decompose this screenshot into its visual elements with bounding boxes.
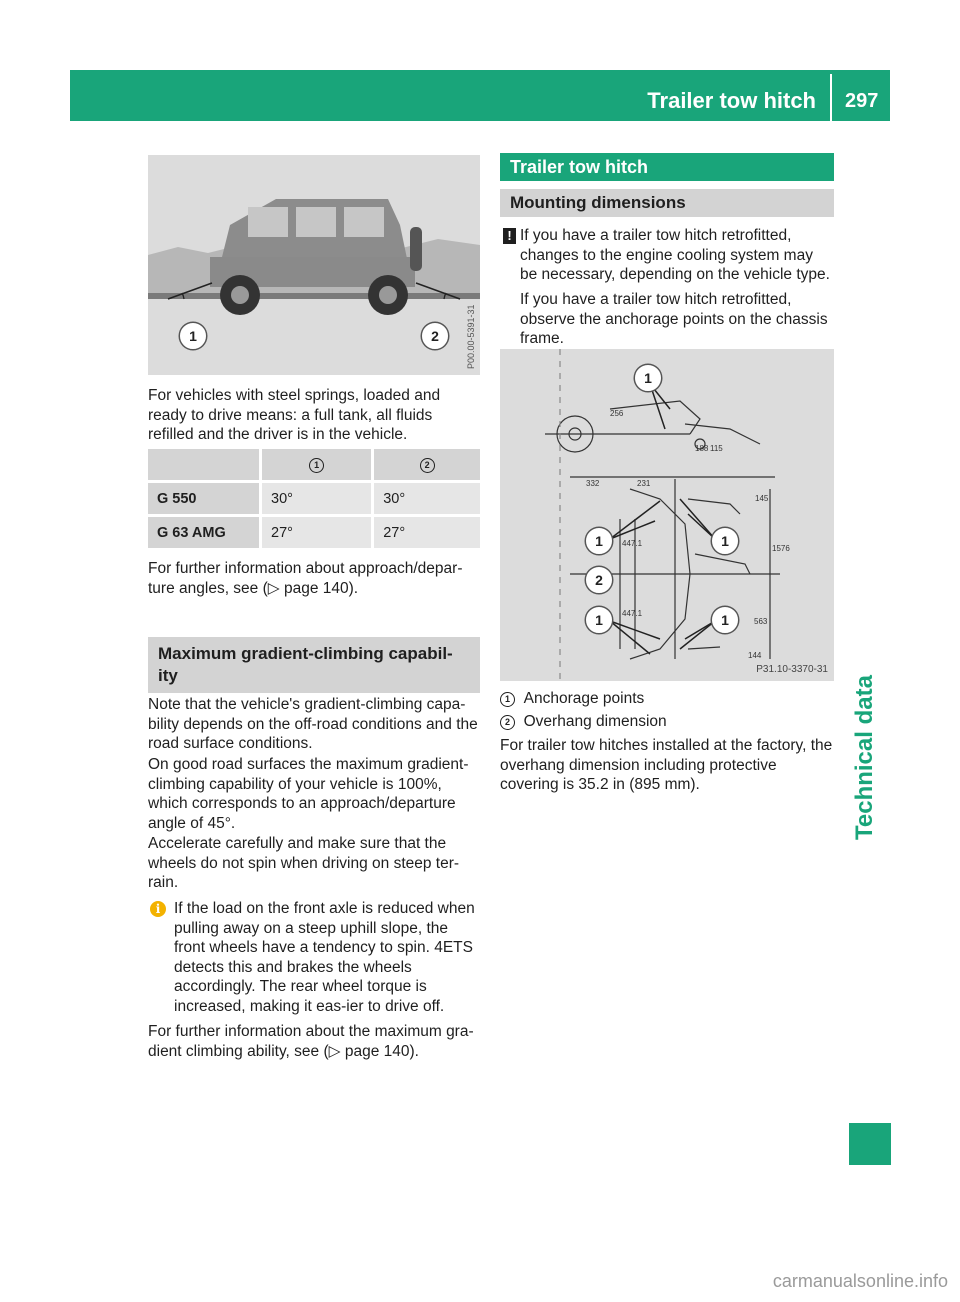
figure-code: P31.10-3370-31 (756, 664, 828, 675)
gradient-para-3: Accelerate carefully and make sure that the wheels do not spin when driving on steep ter-rain. (148, 835, 460, 891)
callout-1: 1 (180, 323, 206, 349)
side-tab-label: Technical data (851, 675, 878, 840)
angle-value: 30° (373, 482, 480, 516)
intro-text: For vehicles with steel springs, loaded and ready to drive means: a full tank, all fluids refilled and the driver is in the vehicle. (148, 387, 441, 443)
callout-1: 1 (635, 365, 661, 391)
dim-label: 145 (755, 494, 769, 503)
dim-label: 332 (586, 479, 600, 488)
callout-1: 1 (586, 607, 612, 633)
angle-value: 30° (261, 482, 373, 516)
callout-1: 1 (586, 528, 612, 554)
dim-label: 447.1 (622, 539, 643, 548)
callout-2: 2 (586, 567, 612, 593)
dim-label: 144 (748, 651, 762, 660)
legend-item: 2 Overhang dimension (500, 712, 834, 732)
further-info-angles: For further information about approach/depar-ture angles, see (▷ page 140). (148, 560, 463, 597)
dim-label: 188 (695, 444, 709, 453)
info-icon: i (150, 901, 166, 917)
angle-value: 27° (373, 516, 480, 550)
watermark: carmanualsonline.info (772, 1271, 948, 1291)
gradient-para-1: Note that the vehicle's gradient-climbing capa-bility depends on the off-road conditions and the road surface conditions. (148, 696, 478, 752)
dim-label: 256 (610, 409, 624, 418)
table-row (148, 482, 480, 516)
model-name: G 550 (148, 482, 261, 516)
table-header-col2: 2 (373, 449, 480, 482)
warning-icon: ! (503, 228, 516, 244)
dim-label: 1576 (772, 544, 790, 553)
header-title: Trailer tow hitch (647, 88, 816, 113)
dim-label: 115 (710, 444, 723, 453)
section-title-bar: Trailer tow hitch (500, 153, 834, 181)
figure-code: P00.00-5391-31 (466, 304, 476, 369)
table-header-col1: 1 (261, 449, 373, 482)
model-name: G 63 AMG (148, 516, 261, 550)
callout-2: 2 (422, 323, 448, 349)
angle-table (148, 449, 480, 551)
table-row (148, 516, 480, 550)
warning-text-2: If you have a trailer tow hitch retrofitted, observe the anchorage points on the chassis frame. (520, 291, 828, 347)
callout-1: 1 (712, 528, 738, 554)
header-divider (830, 74, 832, 121)
callout-1: 1 (712, 607, 738, 633)
angle-value: 27° (261, 516, 373, 550)
dim-label: 447.1 (622, 609, 643, 618)
page-number: 297 (845, 90, 879, 112)
legend-item: 1 Anchorage points (500, 689, 834, 709)
table-header-row (148, 449, 480, 482)
mounting-dimensions-heading: Mounting dimensions (500, 189, 834, 217)
side-tab-marker (849, 1123, 891, 1165)
gradient-para-2: On good road surfaces the maximum gradient-climbing capability of your vehicle is 100%, which corresponds to an approach/departure angle of 45°. (148, 756, 469, 832)
info-note: If the load on the front axle is reduced when pulling away on a steep uphill slope, the front wheels have a tendency to spin. 4ETS detects this and brakes the wheels accordingly. The rear wheel torque is increased, making it eas-ier to drive off. (174, 900, 475, 1015)
factory-note: For trailer tow hitches installed at the factory, the overhang dimension including protective covering is 35.2 in (895 mm). (500, 737, 833, 793)
table-header-blank (148, 449, 261, 482)
warning-text-1: If you have a trailer tow hitch retrofitted, changes to the engine cooling system may be necessary, depending on the vehicle type. (520, 227, 830, 283)
vehicle-angle-figure (148, 155, 480, 375)
hitch-drawing (500, 349, 834, 681)
further-info-gradient: For further information about the maximum gra-dient climbing ability, see (▷ page 140). (148, 1023, 474, 1060)
gradient-heading: Maximum gradient-climbing capabil-ity (148, 637, 480, 693)
dim-label: 563 (754, 617, 768, 626)
figure-legend (500, 689, 834, 731)
dim-label: 231 (637, 479, 651, 488)
hitch-dimensions-figure (500, 349, 834, 681)
